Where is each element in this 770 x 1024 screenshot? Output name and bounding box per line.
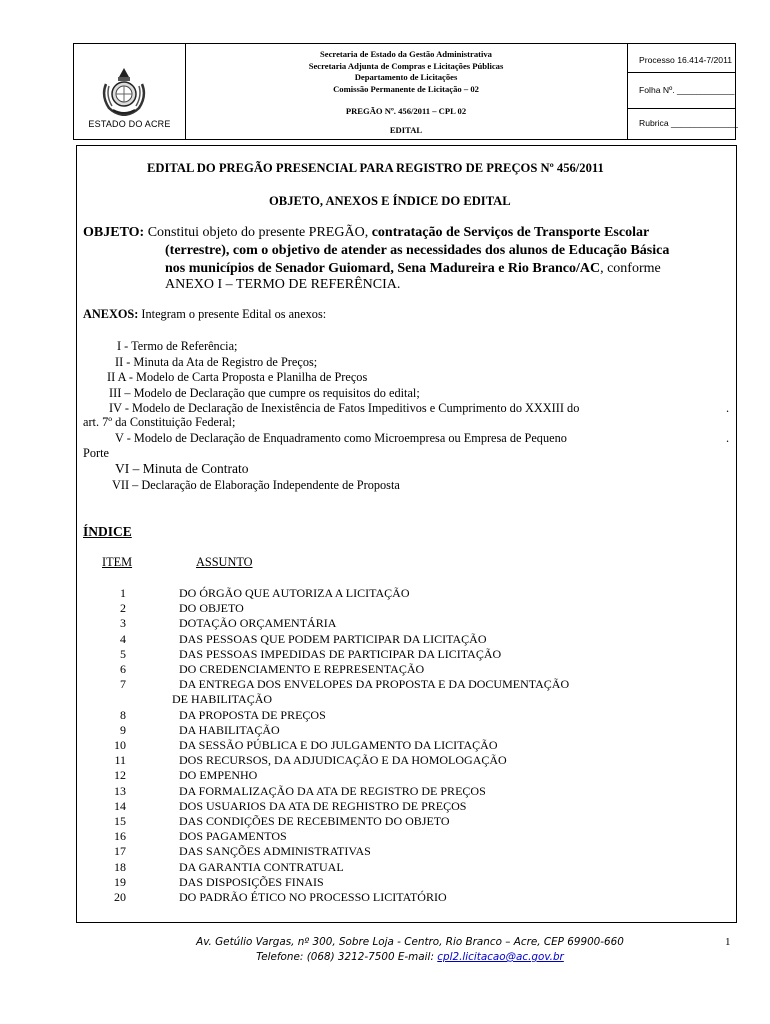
indice-item-number: 20 xyxy=(114,890,126,904)
indice-item-number: 13 xyxy=(114,783,126,798)
anexo-item: V - Modelo de Declaração de Enquadramento como Microempresa ou Empresa de Pequeno xyxy=(115,431,567,445)
edital-label: EDITAL xyxy=(389,125,423,135)
indice-item-number: 2 xyxy=(120,601,126,616)
objeto-label: OBJETO: xyxy=(83,225,145,240)
header-department-cell xyxy=(185,44,628,139)
indice-item-number: 14 xyxy=(114,798,126,813)
anexo-item-continuation: art. 7º da Constituição Federal; xyxy=(83,415,236,429)
objeto-text: Constitui objeto do presente PREGÃO, xyxy=(147,225,372,240)
indice-col-assunto: ASSUNTO xyxy=(196,555,253,569)
dept-line: Secretaria de Estado da Gestão Administrativa xyxy=(320,49,492,59)
indice-item-number: 4 xyxy=(120,631,126,646)
indice-item-subject: DAS CONDIÇÕES DE RECEBIMENTO DO OBJETO xyxy=(179,814,450,828)
anexo-item: I - Termo de Referência; xyxy=(117,339,238,353)
indice-item-number: 19 xyxy=(114,874,126,889)
indice-item-subject: DO OBJETO xyxy=(179,601,244,616)
estado-label: ESTADO DO ACRE xyxy=(88,119,171,129)
indice-item-subject: DAS PESSOAS QUE PODEM PARTICIPAR DA LICITAÇÃO xyxy=(179,631,487,646)
indice-item-subject: DA GARANTIA CONTRATUAL xyxy=(179,859,344,874)
indice-item-subject: DAS DISPOSIÇÕES FINAIS xyxy=(179,874,324,889)
indice-item-subject: DO PADRÃO ÉTICO NO PROCESSO LICITATÓRIO xyxy=(179,890,447,904)
header-process-cell xyxy=(627,44,738,139)
indice-item-number: 1 xyxy=(120,586,126,600)
objeto-text-bold: nos municípios de Senador Guiomard, Sena Madureira e Rio Branco/AC xyxy=(165,261,601,276)
indice-item-number: 11 xyxy=(114,753,126,768)
indice-item-subject: DA PROPOSTA DE PREÇOS xyxy=(179,707,326,722)
folha-field: Folha Nº. ____________ xyxy=(639,85,735,95)
indice-item-number: 6 xyxy=(120,662,126,676)
footer-address: Av. Getúlio Vargas, nº 300, Sobre Loja - Centro, Rio Branco – Acre, CEP 69900-660 xyxy=(196,936,624,948)
divider xyxy=(627,108,735,109)
dept-line: Secretaria Adjunta de Compras e Licitações Públicas xyxy=(308,60,504,71)
rubrica-field: Rubrica ______________ xyxy=(639,118,738,128)
processo-number: Processo 16.414-7/2011 xyxy=(639,55,733,65)
anexo-item: IV - Modelo de Declaração de Inexistência de Fatos Impeditivos e Cumprimento do XXXIII do xyxy=(109,401,580,415)
anexo-item: VI – Minuta de Contrato xyxy=(115,461,249,476)
indice-item-number: 12 xyxy=(114,768,126,783)
objeto-line-3 xyxy=(165,261,661,277)
indice-item-subject: DA ENTREGA DOS ENVELOPES DA PROPOSTA E DA DOCUMENTAÇÃO xyxy=(179,677,570,692)
page-title: EDITAL DO PREGÃO PRESENCIAL PARA REGISTRO DE PREÇOS Nº 456/2011 xyxy=(147,161,604,175)
indice-item-subject: DOS PAGAMENTOS xyxy=(179,829,287,844)
anexo-item: III – Modelo de Declaração que cumpre os requisitos do edital; xyxy=(109,386,420,400)
indice-item-number: 17 xyxy=(114,844,126,859)
anexos-intro xyxy=(83,307,326,322)
indice-item-subject: DA FORMALIZAÇÃO DA ATA DE REGISTRO DE PREÇOS xyxy=(179,783,486,798)
indice-item-subject: DE HABILITAÇÃO xyxy=(172,692,273,707)
indice-item-number: 5 xyxy=(120,646,126,661)
indice-item-subject: DAS PESSOAS IMPEDIDAS DE PARTICIPAR DA LICITAÇÃO xyxy=(179,646,502,661)
anexo-dot: . xyxy=(726,401,730,415)
objeto-line-2: (terrestre), com o objetivo de atender as necessidades dos alunos de Educação Básica xyxy=(165,243,670,258)
objeto-text: , conforme xyxy=(600,261,661,276)
indice-item-number: 18 xyxy=(114,859,126,874)
dept-line: Comissão Permanente de Licitação – 02 xyxy=(333,83,479,94)
indice-item-subject: DO ÓRGÃO QUE AUTORIZA A LICITAÇÃO xyxy=(179,586,410,600)
anexo-item-continuation: Porte xyxy=(83,446,109,460)
indice-item-subject: DOS USUARIOS DA ATA DE REGHISTRO DE PREÇOS xyxy=(179,798,467,813)
anexos-label: ANEXOS: xyxy=(83,307,139,321)
document-header xyxy=(73,43,736,140)
email-link[interactable]: cpl2.licitacao@ac.gov.br xyxy=(437,951,564,963)
indice-item-subject: DA SESSÃO PÚBLICA E DO JULGAMENTO DA LICITAÇÃO xyxy=(179,738,498,752)
objeto-text-bold: contratação de Serviços de Transporte Escolar xyxy=(371,225,650,240)
objeto-line-4: ANEXO I – TERMO DE REFERÊNCIA. xyxy=(165,277,401,292)
pregao-number: PREGÃO Nº. 456/2011 – CPL 02 xyxy=(345,106,467,116)
indice-item-number: 9 xyxy=(120,722,126,737)
indice-item-subject: DAS SANÇÕES ADMINISTRATIVAS xyxy=(179,844,371,859)
anexo-item: II A - Modelo de Carta Proposta e Planilha de Preços xyxy=(107,370,368,384)
indice-item-subject: DOS RECURSOS, DA ADJUDICAÇÃO E DA HOMOLOGAÇÃO xyxy=(179,753,507,768)
page-subtitle: OBJETO, ANEXOS E ÍNDICE DO EDITAL xyxy=(269,194,511,208)
dept-line: Departamento de Licitações xyxy=(354,72,458,82)
indice-item-number: 8 xyxy=(120,707,126,722)
coat-of-arms-icon xyxy=(101,66,147,116)
indice-item-number: 3 xyxy=(120,616,126,631)
anexo-item: VII – Declaração de Elaboração Independente de Proposta xyxy=(112,478,400,492)
indice-heading: ÍNDICE xyxy=(83,524,132,539)
footer-phone: Telefone: (068) 3212-7500 E-mail: xyxy=(256,951,438,963)
indice-item-number: 16 xyxy=(114,829,126,844)
page-number: 1 xyxy=(725,936,731,948)
header-logo-cell xyxy=(74,44,186,139)
objeto-line-1 xyxy=(83,225,649,241)
indice-item-number: 10 xyxy=(114,738,126,752)
footer-contact xyxy=(150,951,670,963)
anexo-item: II - Minuta da Ata de Registro de Preços; xyxy=(115,355,318,369)
anexos-intro-text: Integram o presente Edital os anexos: xyxy=(141,307,327,321)
indice-item-number: 7 xyxy=(120,677,126,692)
indice-item-subject: DOTAÇÃO ORÇAMENTÁRIA xyxy=(179,616,337,631)
anexo-dot: . xyxy=(726,431,730,445)
indice-item-number: 15 xyxy=(114,814,126,828)
indice-item-subject: DA HABILITAÇÃO xyxy=(179,722,280,737)
divider xyxy=(627,72,735,73)
indice-item-subject: DO CREDENCIAMENTO E REPRESENTAÇÃO xyxy=(179,662,425,676)
indice-item-subject: DO EMPENHO xyxy=(179,768,258,783)
indice-col-item: ITEM xyxy=(102,555,133,569)
